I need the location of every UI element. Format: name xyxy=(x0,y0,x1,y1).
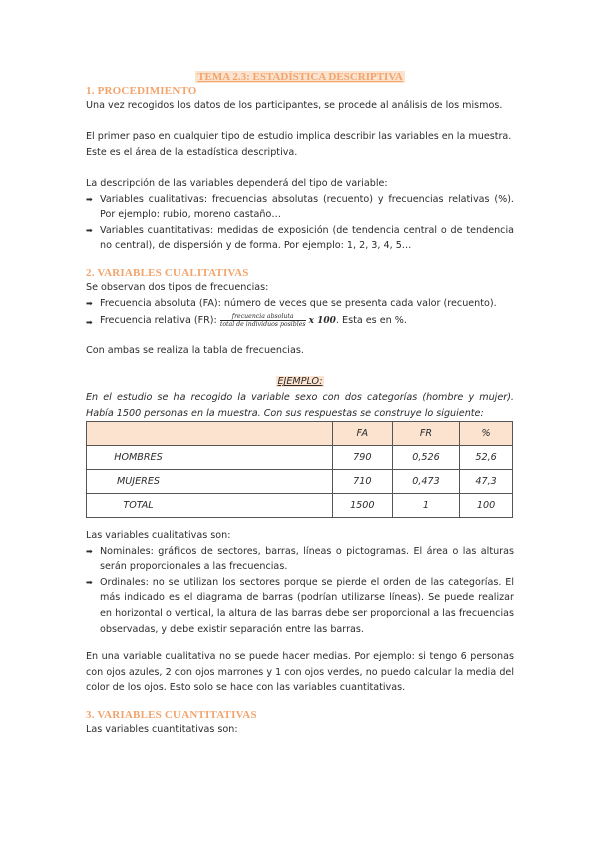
paragraph: Con ambas se realiza la tabla de frecuencias. xyxy=(86,345,304,357)
table-cell: 0,473 xyxy=(392,470,459,494)
paragraph: Una vez recogidos los datos de los participantes, se procede al análisis de los mismos. xyxy=(86,100,503,111)
arrow-right-icon: ➡ xyxy=(86,318,93,328)
document-page xyxy=(86,60,514,738)
table-cell: 52,6 xyxy=(460,446,513,470)
table-cell: 47,3 xyxy=(460,470,513,494)
section-heading-procedimiento: 1. PROCEDIMIENTO xyxy=(86,85,197,97)
table-header-cell: FR xyxy=(392,422,459,446)
table-cell: TOTAL xyxy=(87,494,333,518)
list-item: ➡ Variables cualitativas: frecuencias absolutas (recuento) y frecuencias relativas (%). Por ejemplo: rubio, moreno castaño… xyxy=(86,193,514,221)
list-item: ➡ Nominales: gráficos de sectores, barras, líneas o pictogramas. El área o las alturas serán proporcionales a las frecuencias. xyxy=(86,545,514,573)
arrow-right-icon: ➡ xyxy=(86,546,93,556)
arrow-right-icon: ➡ xyxy=(86,298,93,308)
paragraph: Las variables cualitativas son: xyxy=(86,530,231,542)
table-cell: 1 xyxy=(392,494,459,518)
table-cell: 0,526 xyxy=(392,446,459,470)
list-item: ➡ Frecuencia absoluta (FA): número de veces que se presenta cada valor (recuento). xyxy=(86,296,514,312)
section-heading-cuantitativas: 3. VARIABLES CUANTITATIVAS xyxy=(86,709,257,722)
list-item: ➡ Ordinales: no se utilizan los sectores porque se pierde el orden de las categorías. El más indicado es el diagrama de barras (podrían utilizarse líneas). Se puede realizar en horizontal o vertical, la altura de las barras debe ser proporcional a las frecuencias observadas, y debe existir separación entre las barras. xyxy=(86,576,514,635)
table-header-row xyxy=(87,422,513,446)
example-label: EJEMPLO: xyxy=(277,376,323,388)
fraction-formula: $\frac{\text{frecuencia absoluta}}{\text{total de individuos posibles}}$ xyxy=(219,312,306,328)
table-cell: HOMBRES xyxy=(87,446,333,470)
document-title: TEMA 2.3: ESTADÍSTICA DESCRIPTIVA xyxy=(197,71,403,83)
example-text: En el estudio se ha recogido la variable sexo con dos categorías (hombre y mujer). Había 1500 personas en la muestra. Con sus respuestas se construye lo siguiente: xyxy=(86,391,514,419)
list-item: ➡ Frecuencia relativa (FR): $\frac{\text{frecuencia absoluta}}{\text{total de individuos posibles}}$ x 100. Esta es en %. xyxy=(86,311,514,331)
paragraph: Este es el área de la estadística descriptiva. xyxy=(86,146,298,158)
table-cell: 100 xyxy=(460,494,513,518)
table-cell: 1500 xyxy=(332,494,392,518)
table-header-cell: FA xyxy=(332,422,392,446)
paragraph: Se observan dos tipos de frecuencias: xyxy=(86,281,269,293)
arrow-right-icon: ➡ xyxy=(86,194,93,204)
table-row xyxy=(87,446,513,470)
table-row xyxy=(87,470,513,494)
table-cell: 710 xyxy=(332,470,392,494)
table-header-cell xyxy=(87,422,333,446)
frequency-table xyxy=(86,421,513,518)
paragraph: Las variables cuantitativas son: xyxy=(86,724,238,736)
table-cell: MUJERES xyxy=(87,470,333,494)
list-item: ➡ Variables cuantitativas: medidas de exposición (de tendencia central o de tendencia no central), de dispersión y de forma. Por ejemplo: 1, 2, 3, 4, 5… xyxy=(86,224,514,252)
paragraph: En una variable cualitativa no se puede hacer medias. Por ejemplo: si tengo 6 personas con ojos azules, 2 con ojos marrones y 1 con ojos verdes, no puedo calcular la media del color de los ojos. Esto solo se hace con las variables cuantitativas. xyxy=(86,651,514,694)
arrow-right-icon: ➡ xyxy=(86,577,93,587)
table-header-cell: % xyxy=(460,422,513,446)
table-row xyxy=(87,494,513,518)
table-cell: 790 xyxy=(332,446,392,470)
paragraph: La descripción de las variables dependerá del tipo de variable: xyxy=(86,177,388,189)
section-heading-cualitativas: 2. VARIABLES CUALITATIVAS xyxy=(86,266,249,279)
paragraph: El primer paso en cualquier tipo de estudio implica describir las variables en la muestra. xyxy=(86,131,512,143)
arrow-right-icon: ➡ xyxy=(86,225,93,235)
